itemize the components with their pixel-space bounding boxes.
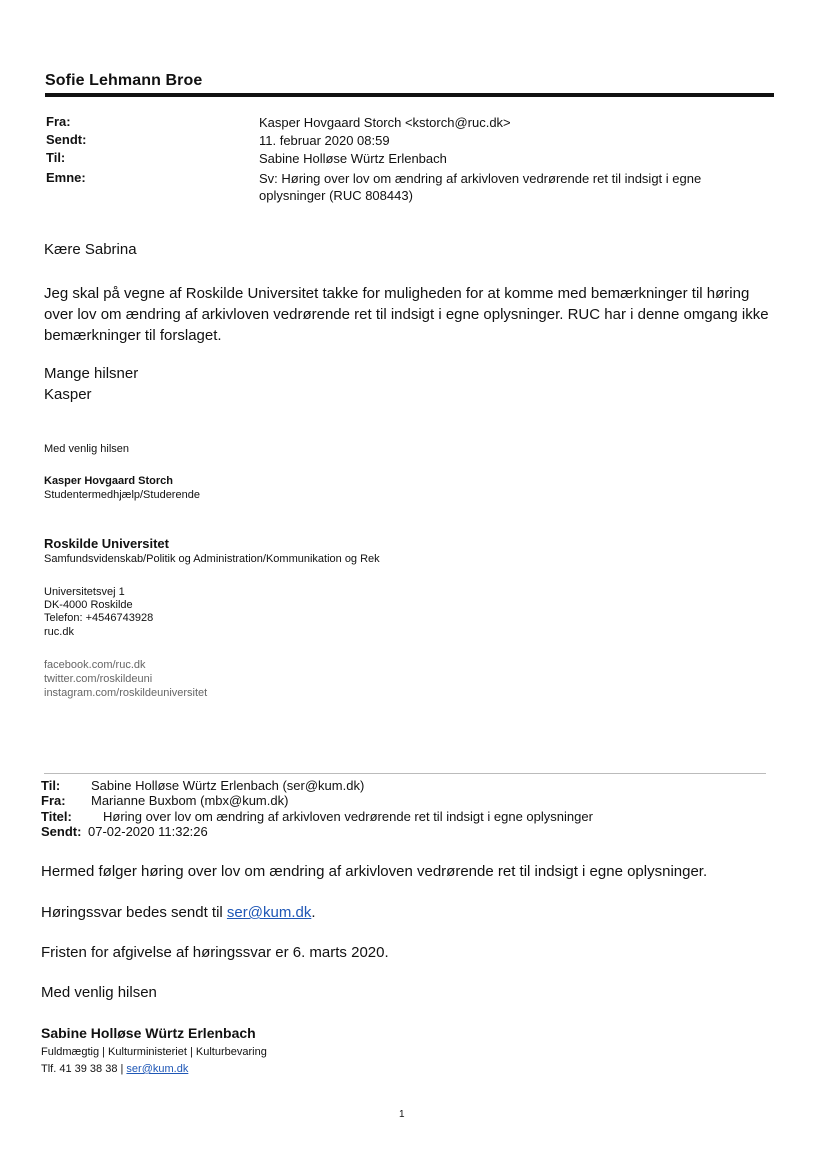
signature-org: Roskilde Universitet [44, 536, 169, 551]
signature-phone: Telefon: +4546743928 [44, 612, 154, 624]
signature-address-street: Universitetsvej 1 [44, 586, 125, 598]
instagram-link[interactable]: instagram.com/roskildeuniversitet [44, 687, 208, 699]
fwd-paragraph-2-period: . [311, 904, 316, 921]
fwd-from-label: Fra: [41, 793, 66, 808]
subject-value: Sv: Høring over lov om ændring af arkivloven vedrørende ret til indsigt i egne oplysninger (RUC 808443) [259, 171, 702, 203]
signature-website-link[interactable]: ruc.dk [44, 626, 74, 638]
fwd-sent-label: Sendt: [41, 824, 82, 839]
signature2-email-link[interactable]: ser@kum.dk [126, 1063, 189, 1075]
sent-value: 11. februar 2020 08:59 [259, 133, 390, 148]
subject-label: Emne: [46, 170, 86, 185]
sent-label: Sendt: [46, 132, 87, 147]
forward-separator [44, 773, 766, 774]
fwd-paragraph-2 [41, 903, 781, 923]
signature-address-city: DK-4000 Roskilde [44, 599, 133, 611]
signature2-name: Sabine Holløse Würtz Erlenbach [41, 1025, 256, 1041]
reply-closing: Mange hilsner [44, 365, 139, 382]
from-value: Kasper Hovgaard Storch <kstorch@ruc.dk> [259, 115, 511, 130]
signature-name: Kasper Hovgaard Storch [44, 475, 173, 487]
reply-greeting: Kære Sabrina [44, 241, 137, 258]
from-label: Fra: [46, 114, 71, 129]
fwd-paragraph-1: Hermed følger høring over lov om ændring af arkivloven vedrørende ret til indsigt i egne oplysninger. [41, 863, 708, 880]
fwd-title-label: Titel: [41, 809, 72, 824]
signature2-title: Fuldmægtig | Kulturministeriet | Kulturbevaring [41, 1046, 267, 1058]
signature-role: Studentermedhjælp/Studerende [44, 489, 200, 501]
reply-paragraph: Jeg skal på vegne af Roskilde Universitet takke for muligheden for at komme med bemærkninger til høring over lov om ændring af arkivloven vedrørende ret til indsigt i egne oplysninger. RUC har i denne omgang ikke bemærkninger til forslaget. [44, 285, 769, 344]
fwd-from-value: Marianne Buxbom (mbx@kum.dk) [91, 793, 289, 808]
fwd-paragraph-2-text: Høringssvar bedes sendt til [41, 904, 227, 921]
to-value: Sabine Holløse Würtz Erlenbach [259, 151, 447, 166]
to-label: Til: [46, 150, 66, 165]
fwd-to-label: Til: [41, 778, 61, 793]
header-rule [45, 93, 774, 97]
twitter-link[interactable]: twitter.com/roskildeuni [44, 673, 153, 685]
fwd-closing: Med venlig hilsen [41, 984, 157, 1001]
fwd-paragraph-3: Fristen for afgivelse af høringssvar er 6. marts 2020. [41, 944, 389, 961]
reply-sender-first-name: Kasper [44, 386, 92, 403]
fwd-sent-value: 07-02-2020 11:32:26 [88, 824, 208, 839]
facebook-link[interactable]: facebook.com/ruc.dk [44, 659, 146, 671]
fwd-title-value: Høring over lov om ændring af arkivloven vedrørende ret til indsigt i egne oplysninger [103, 809, 593, 824]
page-number: 1 [399, 1109, 405, 1120]
fwd-to-value: Sabine Holløse Würtz Erlenbach (ser@kum.dk) [91, 778, 365, 793]
signature-department: Samfundsvidenskab/Politik og Administration/Kommunikation og Rek [44, 553, 380, 565]
signature2-phone: Tlf. 41 39 38 38 | [41, 1063, 127, 1075]
signature2-contact [41, 1063, 188, 1075]
mailbox-owner-name: Sofie Lehmann Broe [45, 72, 203, 89]
email-link-ser[interactable]: ser@kum.dk [226, 904, 312, 921]
signature-greeting: Med venlig hilsen [44, 443, 129, 455]
